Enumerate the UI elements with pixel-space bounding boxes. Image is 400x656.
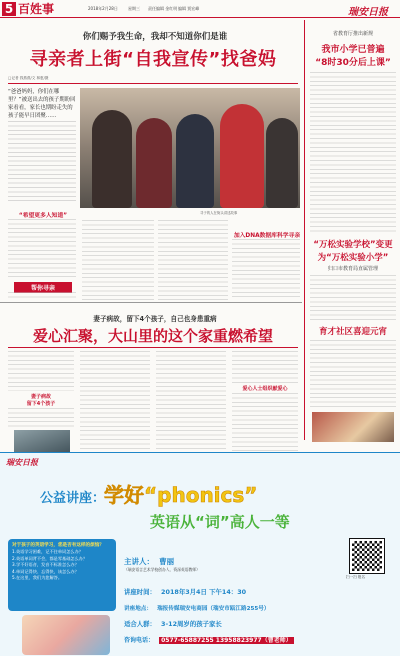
byline-rule	[8, 83, 298, 84]
lead-kicker: 你们赐予我生命，我却不知道你们是谁	[82, 32, 228, 42]
second-subhead-1b: 留下4个孩子	[26, 401, 56, 407]
sidebar-kicker-1: 省教育厅推出新规	[332, 31, 373, 37]
photo-person-2	[136, 118, 172, 208]
ad-question-0: 对于孩子的英语学习，您是否有这样的烦恼？	[12, 543, 104, 548]
second-story	[0, 302, 302, 452]
ad-time-row	[124, 579, 348, 595]
sidebar-headline-3: 育才社区喜迎元宵	[318, 327, 387, 337]
ad-question-5: 5.在这里，我们为您解答。	[12, 575, 63, 581]
ad-speaker-desc: （瑞安语言艺术学校创办人、资深英语教师）	[124, 567, 200, 572]
second-column-4b	[232, 393, 298, 451]
lead-column-1	[8, 219, 76, 279]
sidebar-subhead-2: 归口市教育局直属管理	[327, 266, 378, 272]
ad-place-label: 讲座地点：	[124, 606, 152, 612]
ad-time-label: 讲座时间：	[124, 588, 156, 596]
photo-person-1	[92, 110, 132, 208]
lead-column-3	[158, 220, 228, 300]
page-number: 5	[4, 2, 14, 16]
lead-story	[0, 20, 302, 300]
second-column-1	[8, 351, 74, 391]
lead-subhead-1: “希望更多人知道”	[18, 213, 68, 219]
ad-details	[124, 549, 348, 643]
ad-audience-label: 适合人群：	[124, 620, 156, 628]
lead-column-1b	[8, 292, 76, 300]
lead-intro-body	[8, 121, 76, 203]
ad-audience: 3-12周岁的孩子家长	[161, 620, 222, 628]
ad-question-4: 4.单词记得快、忘得快，该怎么办？	[12, 568, 79, 574]
second-column-3	[156, 351, 226, 451]
ad-question-2: 2.英语单词背不会，都是零基础怎么办？	[12, 555, 88, 561]
qr-code[interactable]	[350, 539, 384, 573]
sidebar-headline-2b: 为“万松实验小学”	[317, 253, 389, 263]
sidebar-headline-1a: 我市小学已普遍	[321, 45, 385, 55]
masthead-logo: 瑞安日报	[348, 7, 388, 18]
photo-caption: 寻子的人在街头讲述故事	[200, 211, 238, 215]
sidebar	[306, 20, 400, 440]
ad-brand-logo: 瑞安日报	[6, 457, 38, 467]
ad-question-1: 1.英语学习困难，记不住单词怎么办？	[12, 549, 83, 554]
ad-speaker: 曹丽	[159, 557, 175, 566]
second-subhead-2: 爱心人士组织献爱心	[242, 386, 288, 392]
ad-time: 2018年3月4日 下午14：30	[161, 588, 247, 596]
ad-speaker-label: 主讲人：	[124, 557, 154, 566]
ad-phone-label: 咨询电话：	[124, 637, 155, 644]
second-rule	[8, 347, 298, 348]
ad-banner	[0, 452, 400, 656]
lead-headline: 寻亲者上街“自我宣传”找爸妈	[29, 49, 277, 70]
section-title: 百姓事	[18, 2, 55, 16]
ad-photo	[22, 615, 110, 655]
sidebar-photo	[312, 412, 394, 442]
ad-phone-row	[124, 627, 348, 643]
ad-question-box	[8, 539, 116, 611]
lead-byline: □记者 钱燕燕/文 林惠/摄	[8, 76, 49, 80]
lead-column-2	[82, 220, 154, 300]
lead-column-4	[232, 239, 300, 300]
sidebar-article-2	[310, 275, 396, 320]
ad-place: 瑞报传媒瑞安电商园（瑞安市瓯江路255号）	[157, 606, 270, 612]
lead-subhead-3: 加入DNA数据库科学寻亲	[233, 233, 301, 239]
sidebar-headline-2a: “万松实验学校”变更	[313, 240, 393, 250]
second-column-1b	[8, 408, 74, 428]
sidebar-article-3	[310, 340, 396, 410]
header-weekday: 星期三	[128, 6, 140, 11]
header-designer: 编辑 贾宏峰	[178, 6, 200, 11]
second-kicker: 妻子病故，留下4个孩子，自己也身患重病	[93, 315, 217, 323]
photo-person-5	[266, 118, 298, 208]
second-headline: 爱心汇聚，大山里的这个家重燃希望	[32, 327, 273, 345]
second-subhead-1: 妻子病故	[30, 394, 51, 400]
lead-intro: “爸爸妈妈，你们在哪里？”被送出去的孩子期盼回家看看，家长也期盼走失的孩子能早日团聚……	[8, 89, 76, 119]
lead-photo	[80, 88, 300, 208]
header-editor: 责任编辑 金红明	[148, 6, 178, 11]
second-column-4	[232, 351, 298, 383]
ad-question-3: 3.学不好语音，发音不标准怎么办？	[12, 562, 79, 568]
photo-person-3	[176, 114, 214, 208]
ad-audience-row	[124, 611, 348, 627]
ad-title-prefix: 公益讲座：	[40, 491, 106, 506]
qr-caption: 扫一扫 报名	[346, 575, 366, 579]
header-date: 2018年2月28日	[88, 6, 118, 11]
ad-phone[interactable]: 0577-65887255 13958823977（曹老师）	[161, 637, 292, 644]
sidebar-article-1	[310, 72, 396, 232]
ad-place-row	[124, 595, 348, 611]
ad-title-main: 学好“phonics”	[104, 483, 258, 507]
ad-subtitle: 英语从“词”高人一等	[150, 513, 290, 531]
second-column-2	[80, 351, 150, 451]
ad-speaker-row	[124, 549, 348, 567]
photo-person-4	[220, 104, 264, 208]
page-header	[0, 0, 400, 18]
vertical-divider	[304, 20, 305, 440]
sidebar-headline-1b: “8时30分后上课”	[315, 58, 391, 68]
lead-subhead-2: 帮你寻亲	[14, 282, 72, 293]
